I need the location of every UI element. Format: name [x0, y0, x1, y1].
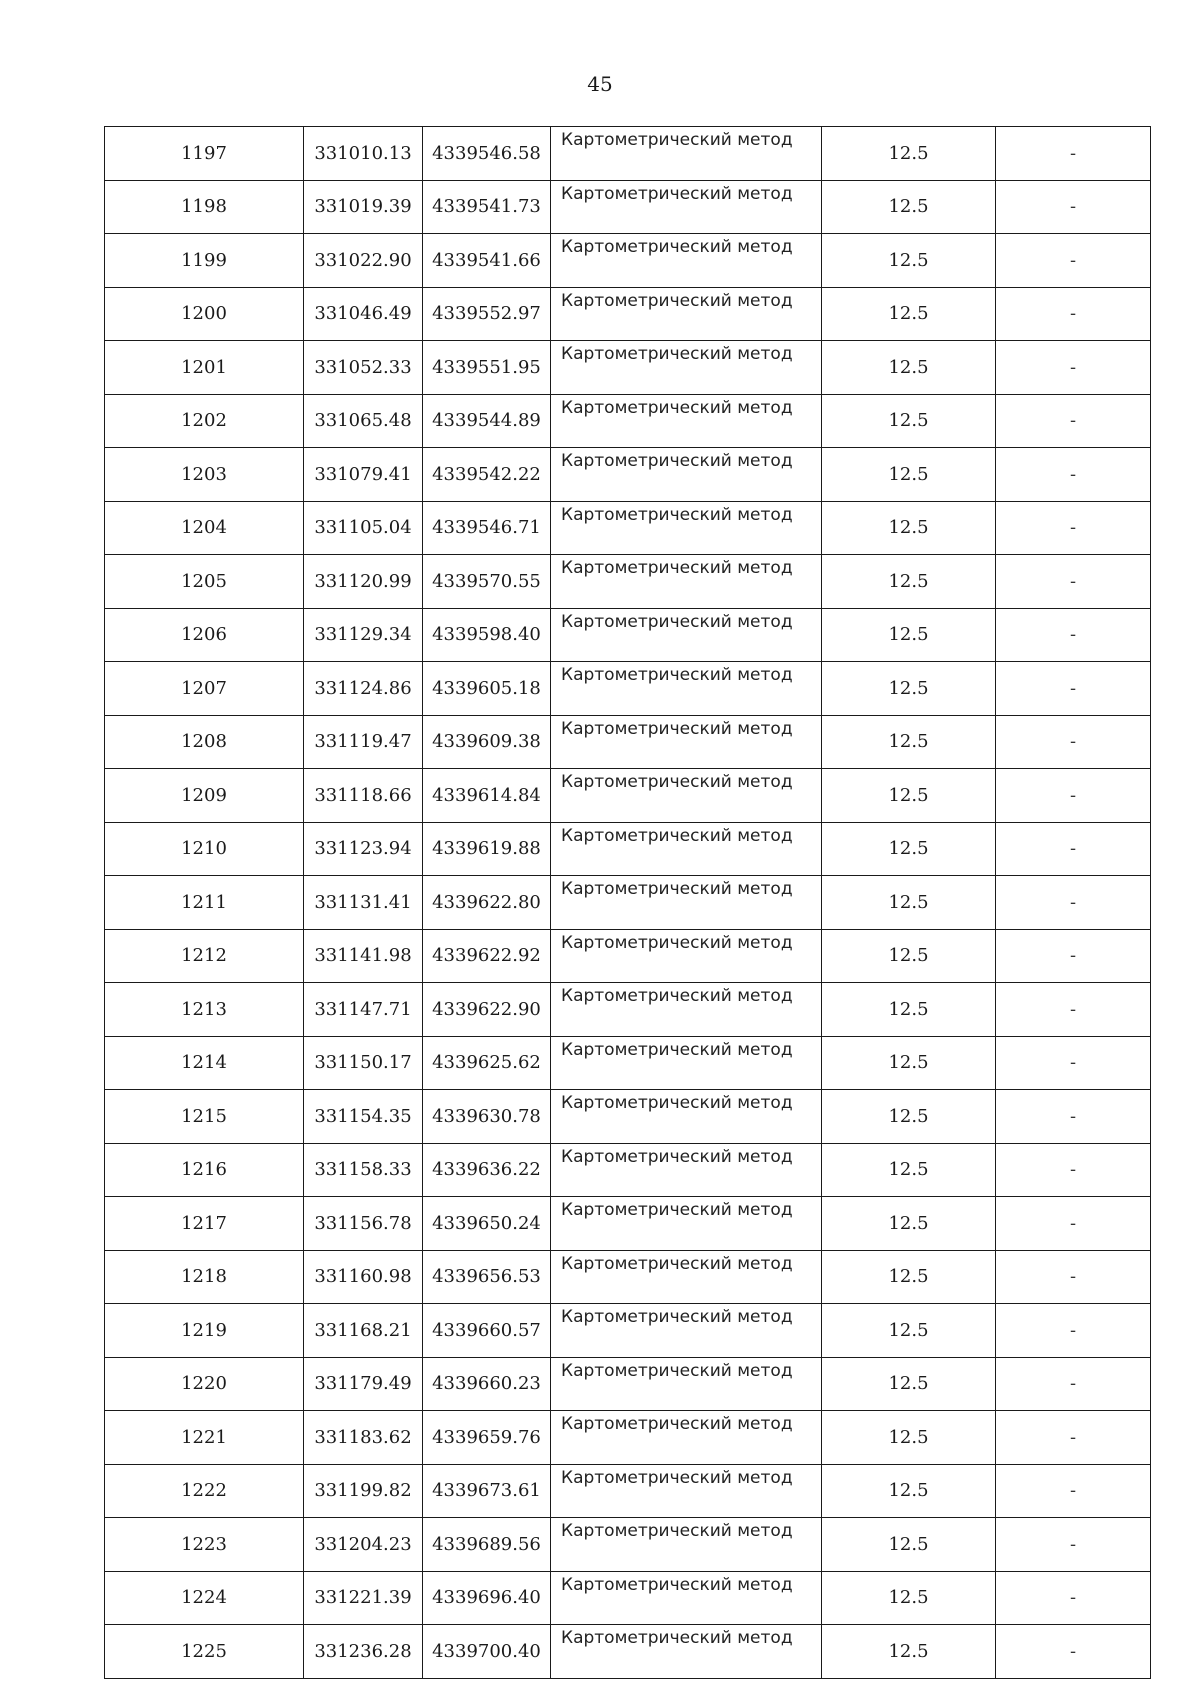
- y-coordinate-cell: 4339622.92: [423, 929, 551, 983]
- accuracy-cell: 12.5: [822, 234, 996, 288]
- accuracy-cell: 12.5: [822, 1250, 996, 1304]
- method-cell: Картометрический метод: [551, 715, 822, 769]
- accuracy-cell: 12.5: [822, 127, 996, 181]
- table-row: [105, 608, 1151, 662]
- x-coordinate-cell: 331010.13: [304, 127, 423, 181]
- table-row: [105, 341, 1151, 395]
- coordinates-table-body: [105, 127, 1151, 1679]
- table-row: [105, 1625, 1151, 1679]
- x-coordinate-cell: 331160.98: [304, 1250, 423, 1304]
- method-cell: Картометрический метод: [551, 234, 822, 288]
- note-cell: -: [996, 1250, 1151, 1304]
- table-row: [105, 1090, 1151, 1144]
- x-coordinate-cell: 331179.49: [304, 1357, 423, 1411]
- table-row: [105, 1411, 1151, 1465]
- note-cell: -: [996, 929, 1151, 983]
- note-cell: -: [996, 448, 1151, 502]
- method-cell: Картометрический метод: [551, 1625, 822, 1679]
- accuracy-cell: 12.5: [822, 501, 996, 555]
- y-coordinate-cell: 4339551.95: [423, 341, 551, 395]
- method-cell: Картометрический метод: [551, 876, 822, 930]
- x-coordinate-cell: 331150.17: [304, 1036, 423, 1090]
- x-coordinate-cell: 331052.33: [304, 341, 423, 395]
- note-cell: -: [996, 555, 1151, 609]
- method-cell: Картометрический метод: [551, 180, 822, 234]
- point-number-cell: 1214: [105, 1036, 304, 1090]
- table-row: [105, 1464, 1151, 1518]
- note-cell: -: [996, 1143, 1151, 1197]
- note-cell: -: [996, 341, 1151, 395]
- note-cell: -: [996, 1464, 1151, 1518]
- table-row: [105, 876, 1151, 930]
- y-coordinate-cell: 4339659.76: [423, 1411, 551, 1465]
- accuracy-cell: 12.5: [822, 662, 996, 716]
- point-number-cell: 1207: [105, 662, 304, 716]
- accuracy-cell: 12.5: [822, 929, 996, 983]
- note-cell: -: [996, 876, 1151, 930]
- x-coordinate-cell: 331154.35: [304, 1090, 423, 1144]
- method-cell: Картометрический метод: [551, 1411, 822, 1465]
- note-cell: -: [996, 1357, 1151, 1411]
- table-row: [105, 662, 1151, 716]
- table-row: [105, 501, 1151, 555]
- accuracy-cell: 12.5: [822, 448, 996, 502]
- method-cell: Картометрический метод: [551, 822, 822, 876]
- point-number-cell: 1225: [105, 1625, 304, 1679]
- point-number-cell: 1211: [105, 876, 304, 930]
- table-row: [105, 1250, 1151, 1304]
- method-cell: Картометрический метод: [551, 1090, 822, 1144]
- x-coordinate-cell: 331204.23: [304, 1518, 423, 1572]
- note-cell: -: [996, 394, 1151, 448]
- note-cell: -: [996, 127, 1151, 181]
- y-coordinate-cell: 4339541.73: [423, 180, 551, 234]
- x-coordinate-cell: 331124.86: [304, 662, 423, 716]
- accuracy-cell: 12.5: [822, 769, 996, 823]
- accuracy-cell: 12.5: [822, 287, 996, 341]
- y-coordinate-cell: 4339650.24: [423, 1197, 551, 1251]
- x-coordinate-cell: 331022.90: [304, 234, 423, 288]
- accuracy-cell: 12.5: [822, 822, 996, 876]
- note-cell: -: [996, 1090, 1151, 1144]
- accuracy-cell: 12.5: [822, 876, 996, 930]
- y-coordinate-cell: 4339598.40: [423, 608, 551, 662]
- table-row: [105, 555, 1151, 609]
- note-cell: -: [996, 822, 1151, 876]
- accuracy-cell: 12.5: [822, 983, 996, 1037]
- method-cell: Картометрический метод: [551, 127, 822, 181]
- accuracy-cell: 12.5: [822, 1571, 996, 1625]
- y-coordinate-cell: 4339660.23: [423, 1357, 551, 1411]
- x-coordinate-cell: 331236.28: [304, 1625, 423, 1679]
- accuracy-cell: 12.5: [822, 180, 996, 234]
- y-coordinate-cell: 4339605.18: [423, 662, 551, 716]
- accuracy-cell: 12.5: [822, 1411, 996, 1465]
- note-cell: -: [996, 715, 1151, 769]
- method-cell: Картометрический метод: [551, 501, 822, 555]
- method-cell: Картометрический метод: [551, 555, 822, 609]
- method-cell: Картометрический метод: [551, 1143, 822, 1197]
- y-coordinate-cell: 4339570.55: [423, 555, 551, 609]
- table-row: [105, 929, 1151, 983]
- coordinates-table: [104, 126, 1151, 1679]
- method-cell: Картометрический метод: [551, 662, 822, 716]
- accuracy-cell: 12.5: [822, 1304, 996, 1358]
- point-number-cell: 1203: [105, 448, 304, 502]
- table-row: [105, 287, 1151, 341]
- method-cell: Картометрический метод: [551, 1357, 822, 1411]
- table-row: [105, 983, 1151, 1037]
- x-coordinate-cell: 331123.94: [304, 822, 423, 876]
- table-row: [105, 180, 1151, 234]
- method-cell: Картометрический метод: [551, 1304, 822, 1358]
- table-row: [105, 822, 1151, 876]
- accuracy-cell: 12.5: [822, 1357, 996, 1411]
- method-cell: Картометрический метод: [551, 287, 822, 341]
- y-coordinate-cell: 4339696.40: [423, 1571, 551, 1625]
- note-cell: -: [996, 234, 1151, 288]
- x-coordinate-cell: 331118.66: [304, 769, 423, 823]
- x-coordinate-cell: 331131.41: [304, 876, 423, 930]
- x-coordinate-cell: 331105.04: [304, 501, 423, 555]
- note-cell: -: [996, 501, 1151, 555]
- point-number-cell: 1215: [105, 1090, 304, 1144]
- x-coordinate-cell: 331129.34: [304, 608, 423, 662]
- point-number-cell: 1197: [105, 127, 304, 181]
- table-row: [105, 1197, 1151, 1251]
- x-coordinate-cell: 331046.49: [304, 287, 423, 341]
- method-cell: Картометрический метод: [551, 341, 822, 395]
- note-cell: -: [996, 1036, 1151, 1090]
- note-cell: -: [996, 769, 1151, 823]
- accuracy-cell: 12.5: [822, 1197, 996, 1251]
- table-row: [105, 1304, 1151, 1358]
- method-cell: Картометрический метод: [551, 983, 822, 1037]
- y-coordinate-cell: 4339541.66: [423, 234, 551, 288]
- table-row: [105, 1143, 1151, 1197]
- point-number-cell: 1198: [105, 180, 304, 234]
- point-number-cell: 1208: [105, 715, 304, 769]
- accuracy-cell: 12.5: [822, 555, 996, 609]
- page-number: 45: [587, 72, 613, 96]
- point-number-cell: 1223: [105, 1518, 304, 1572]
- point-number-cell: 1221: [105, 1411, 304, 1465]
- method-cell: Картометрический метод: [551, 1571, 822, 1625]
- method-cell: Картометрический метод: [551, 769, 822, 823]
- point-number-cell: 1204: [105, 501, 304, 555]
- accuracy-cell: 12.5: [822, 1518, 996, 1572]
- x-coordinate-cell: 331158.33: [304, 1143, 423, 1197]
- method-cell: Картометрический метод: [551, 448, 822, 502]
- x-coordinate-cell: 331065.48: [304, 394, 423, 448]
- note-cell: -: [996, 662, 1151, 716]
- point-number-cell: 1200: [105, 287, 304, 341]
- y-coordinate-cell: 4339656.53: [423, 1250, 551, 1304]
- note-cell: -: [996, 180, 1151, 234]
- point-number-cell: 1220: [105, 1357, 304, 1411]
- point-number-cell: 1217: [105, 1197, 304, 1251]
- note-cell: -: [996, 1625, 1151, 1679]
- y-coordinate-cell: 4339619.88: [423, 822, 551, 876]
- table-row: [105, 769, 1151, 823]
- accuracy-cell: 12.5: [822, 394, 996, 448]
- point-number-cell: 1212: [105, 929, 304, 983]
- point-number-cell: 1201: [105, 341, 304, 395]
- note-cell: -: [996, 1304, 1151, 1358]
- note-cell: -: [996, 1571, 1151, 1625]
- method-cell: Картометрический метод: [551, 1464, 822, 1518]
- x-coordinate-cell: 331120.99: [304, 555, 423, 609]
- y-coordinate-cell: 4339700.40: [423, 1625, 551, 1679]
- point-number-cell: 1202: [105, 394, 304, 448]
- x-coordinate-cell: 331147.71: [304, 983, 423, 1037]
- method-cell: Картометрический метод: [551, 1197, 822, 1251]
- accuracy-cell: 12.5: [822, 1143, 996, 1197]
- note-cell: -: [996, 608, 1151, 662]
- x-coordinate-cell: 331079.41: [304, 448, 423, 502]
- x-coordinate-cell: 331156.78: [304, 1197, 423, 1251]
- y-coordinate-cell: 4339614.84: [423, 769, 551, 823]
- table-row: [105, 1036, 1151, 1090]
- table-row: [105, 448, 1151, 502]
- accuracy-cell: 12.5: [822, 608, 996, 662]
- point-number-cell: 1213: [105, 983, 304, 1037]
- y-coordinate-cell: 4339689.56: [423, 1518, 551, 1572]
- table-row: [105, 1571, 1151, 1625]
- x-coordinate-cell: 331019.39: [304, 180, 423, 234]
- x-coordinate-cell: 331119.47: [304, 715, 423, 769]
- y-coordinate-cell: 4339546.71: [423, 501, 551, 555]
- point-number-cell: 1206: [105, 608, 304, 662]
- accuracy-cell: 12.5: [822, 715, 996, 769]
- y-coordinate-cell: 4339660.57: [423, 1304, 551, 1358]
- accuracy-cell: 12.5: [822, 1625, 996, 1679]
- x-coordinate-cell: 331221.39: [304, 1571, 423, 1625]
- table-row: [105, 715, 1151, 769]
- point-number-cell: 1210: [105, 822, 304, 876]
- point-number-cell: 1218: [105, 1250, 304, 1304]
- y-coordinate-cell: 4339552.97: [423, 287, 551, 341]
- method-cell: Картометрический метод: [551, 1250, 822, 1304]
- y-coordinate-cell: 4339609.38: [423, 715, 551, 769]
- point-number-cell: 1205: [105, 555, 304, 609]
- y-coordinate-cell: 4339625.62: [423, 1036, 551, 1090]
- x-coordinate-cell: 331183.62: [304, 1411, 423, 1465]
- point-number-cell: 1222: [105, 1464, 304, 1518]
- y-coordinate-cell: 4339630.78: [423, 1090, 551, 1144]
- method-cell: Картометрический метод: [551, 929, 822, 983]
- table-row: [105, 234, 1151, 288]
- note-cell: -: [996, 287, 1151, 341]
- accuracy-cell: 12.5: [822, 341, 996, 395]
- point-number-cell: 1219: [105, 1304, 304, 1358]
- point-number-cell: 1209: [105, 769, 304, 823]
- y-coordinate-cell: 4339673.61: [423, 1464, 551, 1518]
- point-number-cell: 1216: [105, 1143, 304, 1197]
- x-coordinate-cell: 331199.82: [304, 1464, 423, 1518]
- y-coordinate-cell: 4339622.90: [423, 983, 551, 1037]
- note-cell: -: [996, 1518, 1151, 1572]
- table-row: [105, 1357, 1151, 1411]
- y-coordinate-cell: 4339622.80: [423, 876, 551, 930]
- table-row: [105, 127, 1151, 181]
- method-cell: Картометрический метод: [551, 1518, 822, 1572]
- y-coordinate-cell: 4339542.22: [423, 448, 551, 502]
- table-row: [105, 394, 1151, 448]
- point-number-cell: 1224: [105, 1571, 304, 1625]
- method-cell: Картометрический метод: [551, 1036, 822, 1090]
- note-cell: -: [996, 1197, 1151, 1251]
- point-number-cell: 1199: [105, 234, 304, 288]
- y-coordinate-cell: 4339546.58: [423, 127, 551, 181]
- y-coordinate-cell: 4339544.89: [423, 394, 551, 448]
- accuracy-cell: 12.5: [822, 1090, 996, 1144]
- x-coordinate-cell: 331141.98: [304, 929, 423, 983]
- note-cell: -: [996, 1411, 1151, 1465]
- accuracy-cell: 12.5: [822, 1464, 996, 1518]
- y-coordinate-cell: 4339636.22: [423, 1143, 551, 1197]
- x-coordinate-cell: 331168.21: [304, 1304, 423, 1358]
- table-row: [105, 1518, 1151, 1572]
- method-cell: Картометрический метод: [551, 394, 822, 448]
- accuracy-cell: 12.5: [822, 1036, 996, 1090]
- method-cell: Картометрический метод: [551, 608, 822, 662]
- note-cell: -: [996, 983, 1151, 1037]
